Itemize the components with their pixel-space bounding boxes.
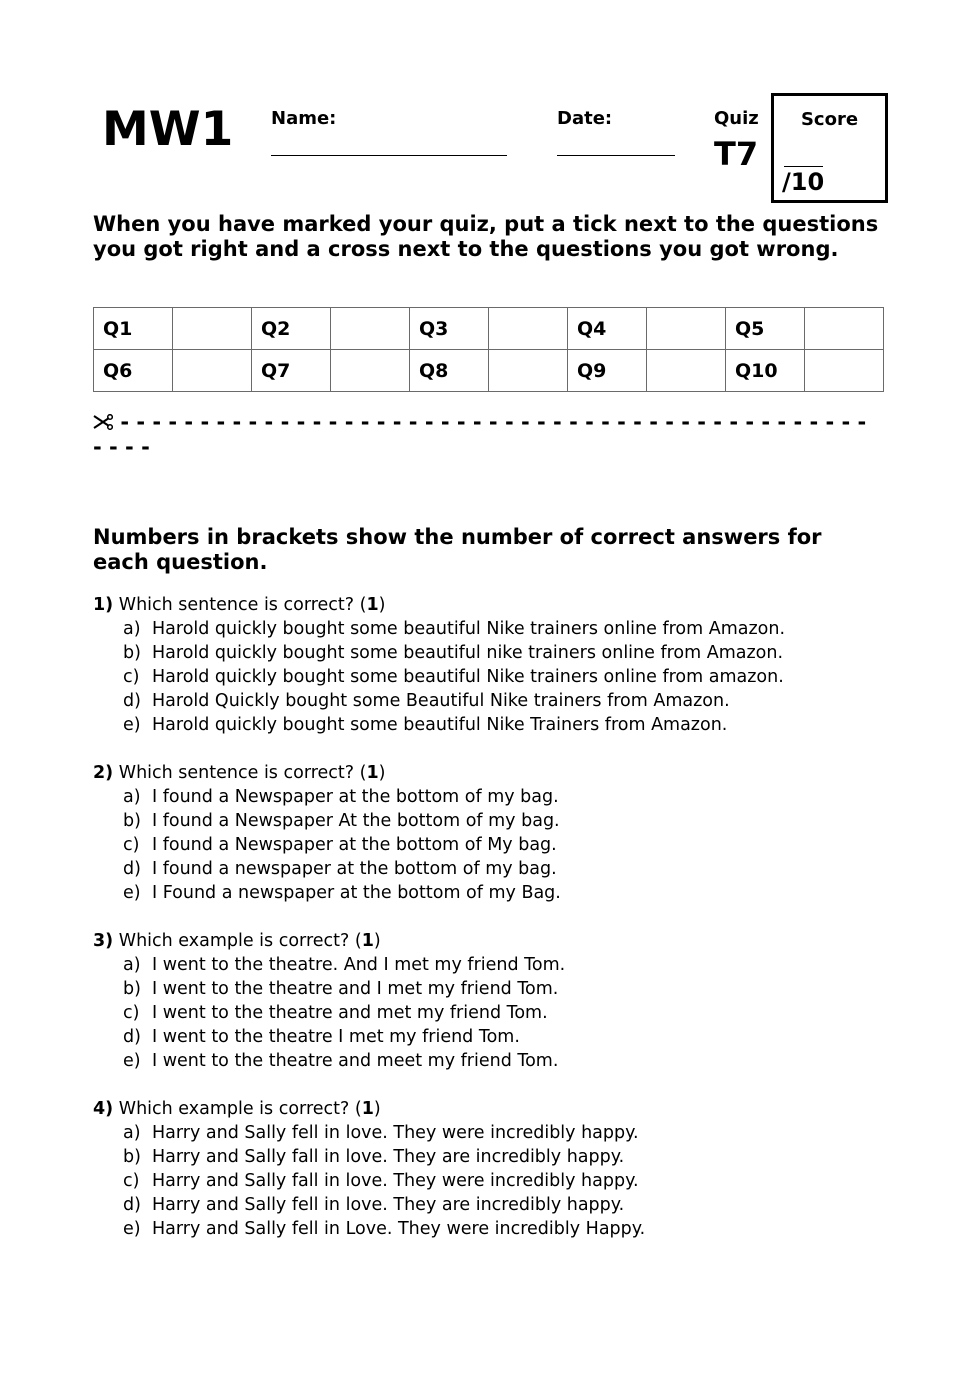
correct-count: 1 [366,763,379,783]
score-out-of: /10 [782,168,825,196]
option-text: Harry and Sally fall in love. They are incredibly happy. [152,1147,625,1167]
grid-mark-cell[interactable] [805,308,884,350]
question-bracket: ) [378,763,386,783]
name-field[interactable] [271,155,507,156]
option-letter: b) [123,811,141,831]
answer-option[interactable] [93,641,893,665]
option-text: Harry and Sally fell in love. They are incredibly happy. [152,1195,625,1215]
answer-option[interactable] [93,1025,893,1049]
option-text: Harry and Sally fell in love. They were incredibly happy. [152,1123,639,1143]
answer-option[interactable] [93,1121,893,1145]
answer-option[interactable] [93,1193,893,1217]
question-number: 4) [93,1099,114,1119]
option-text: I Found a newspaper at the bottom of my Bag. [152,883,561,903]
option-text: Harold quickly bought some beautiful Nike trainers online from Amazon. [152,619,786,639]
option-letter: c) [123,1003,140,1023]
option-text: Harold quickly bought some beautiful Nike trainers online from amazon. [152,667,784,687]
answer-option[interactable] [93,1169,893,1193]
correct-count: 1 [366,595,379,615]
score-label: Score [800,109,859,130]
option-text: I found a Newspaper at the bottom of my bag. [152,787,559,807]
option-letter: d) [123,691,141,711]
grid-question-label: Q1 [94,308,173,350]
grid-question-label: Q3 [410,308,489,350]
option-text: I found a Newspaper at the bottom of My bag. [152,835,557,855]
question-prompt [93,1097,893,1121]
grid-question-label: Q10 [726,350,805,392]
grid-question-label: Q5 [726,308,805,350]
question-number: 3) [93,931,114,951]
option-letter: d) [123,1027,141,1047]
name-label: Name: [271,108,337,129]
question-list [93,593,893,1265]
quiz-label: Quiz [714,108,759,129]
option-text: Harold quickly bought some beautiful nike trainers online from Amazon. [152,643,784,663]
option-letter: c) [123,1171,140,1191]
option-text: I went to the theatre. And I met my friend Tom. [152,955,566,975]
grid-row [94,350,884,392]
question-text: Which example is correct? ( [118,931,362,951]
option-letter: a) [123,1123,141,1143]
option-text: I went to the theatre and met my friend Tom. [152,1003,548,1023]
question-1 [93,593,893,737]
cut-line [93,410,893,460]
cut-dashes: - - - - - - - - - - - - - - - - - - - - - - - - - - - - - - - - - - - - - - - - - - - - - - - [120,410,867,434]
option-letter: a) [123,619,141,639]
grid-question-label: Q8 [410,350,489,392]
option-letter: b) [123,643,141,663]
grid-question-label: Q9 [568,350,647,392]
grid-mark-cell[interactable] [489,350,568,392]
grid-question-label: Q7 [252,350,331,392]
answer-option[interactable] [93,689,893,713]
option-letter: c) [123,667,140,687]
question-3 [93,929,893,1073]
option-text: Harold Quickly bought some Beautiful Nike trainers from Amazon. [152,691,730,711]
answer-option[interactable] [93,1145,893,1169]
answer-option[interactable] [93,1217,893,1241]
grid-mark-cell[interactable] [173,308,252,350]
option-letter: e) [123,1219,141,1239]
answer-option[interactable] [93,713,893,737]
marking-grid [93,307,884,392]
answer-option[interactable] [93,833,893,857]
grid-mark-cell[interactable] [331,308,410,350]
scissors-icon [93,410,120,434]
score-field[interactable] [784,166,823,167]
grid-mark-cell[interactable] [331,350,410,392]
option-text: Harold quickly bought some beautiful Nike Trainers from Amazon. [152,715,728,735]
grid-mark-cell[interactable] [489,308,568,350]
date-field[interactable] [557,155,675,156]
answer-option[interactable] [93,809,893,833]
option-letter: c) [123,835,140,855]
option-letter: e) [123,883,141,903]
answer-option[interactable] [93,977,893,1001]
grid-row [94,308,884,350]
option-text: I went to the theatre I met my friend Tom. [152,1027,520,1047]
option-letter: d) [123,859,141,879]
cut-dashes-continued: - - - - [93,435,150,459]
answer-option[interactable] [93,665,893,689]
question-prompt [93,761,893,785]
answer-option[interactable] [93,785,893,809]
instruction-text: When you have marked your quiz, put a tick next to the questions you got right and a cross next to the questions you got wrong. [93,212,879,261]
grid-mark-cell[interactable] [647,350,726,392]
option-text: I went to the theatre and meet my friend Tom. [152,1051,559,1071]
option-letter: a) [123,787,141,807]
grid-mark-cell[interactable] [173,350,252,392]
quiz-code: T7 [714,135,759,173]
question-bracket: ) [378,595,386,615]
correct-count: 1 [361,1099,374,1119]
grid-question-label: Q2 [252,308,331,350]
option-text: Harry and Sally fell in Love. They were incredibly Happy. [152,1219,646,1239]
option-letter: b) [123,979,141,999]
question-prompt [93,929,893,953]
answer-option[interactable] [93,857,893,881]
answer-option[interactable] [93,881,893,905]
answer-option[interactable] [93,1001,893,1025]
date-label: Date: [557,108,613,129]
question-4 [93,1097,893,1241]
grid-mark-cell[interactable] [805,350,884,392]
score-box [771,93,888,203]
answer-option[interactable] [93,617,893,641]
option-letter: e) [123,715,141,735]
grid-question-label: Q4 [568,308,647,350]
option-letter: d) [123,1195,141,1215]
question-bracket: ) [373,931,381,951]
correct-count: 1 [361,931,374,951]
answer-option[interactable] [93,953,893,977]
option-text: I went to the theatre and I met my friend Tom. [152,979,559,999]
grid-question-label: Q6 [94,350,173,392]
answers-note: Numbers in brackets show the number of correct answers for each question. [93,525,822,574]
question-2 [93,761,893,905]
answer-option[interactable] [93,1049,893,1073]
worksheet-code: MW1 [102,102,234,157]
question-text: Which sentence is correct? ( [118,595,367,615]
option-letter: b) [123,1147,141,1167]
option-text: Harry and Sally fall in love. They were incredibly happy. [152,1171,639,1191]
question-number: 1) [93,595,114,615]
question-text: Which sentence is correct? ( [118,763,367,783]
option-text: I found a newspaper at the bottom of my bag. [152,859,557,879]
option-letter: a) [123,955,141,975]
option-letter: e) [123,1051,141,1071]
question-number: 2) [93,763,114,783]
question-text: Which example is correct? ( [118,1099,362,1119]
grid-mark-cell[interactable] [647,308,726,350]
option-text: I found a Newspaper At the bottom of my bag. [152,811,560,831]
question-bracket: ) [373,1099,381,1119]
question-prompt [93,593,893,617]
